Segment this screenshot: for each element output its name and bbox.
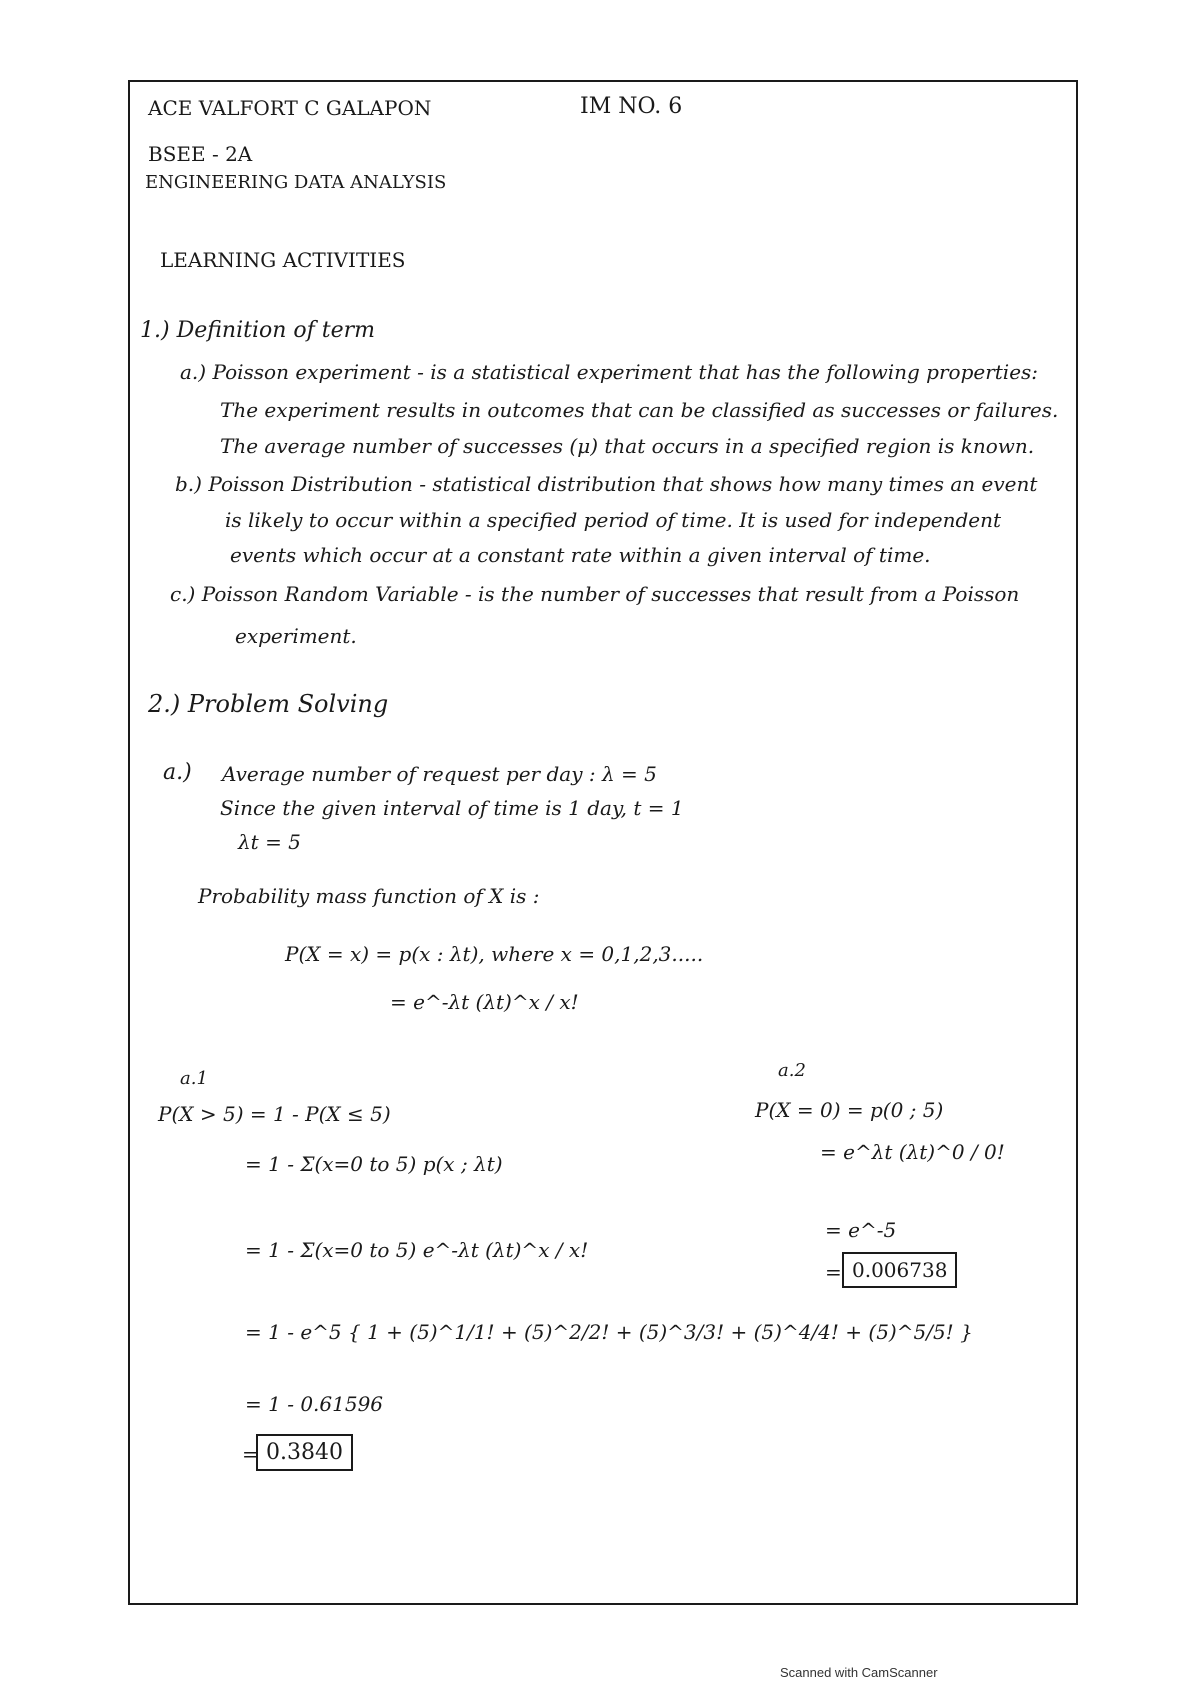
a1-answer-box: 0.3840 bbox=[256, 1434, 353, 1471]
a1-equals: = bbox=[242, 1442, 259, 1466]
a2-answer-box: 0.006738 bbox=[842, 1252, 957, 1288]
problem-a-label: a.) bbox=[163, 760, 192, 785]
part-a1-label: a.1 bbox=[180, 1068, 208, 1089]
pmf-intro: Probability mass function of X is : bbox=[198, 884, 540, 908]
section-title: LEARNING ACTIVITIES bbox=[160, 248, 406, 272]
def-c-line1: c.) Poisson Random Variable - is the number of successes that result from a Poisson bbox=[170, 582, 1020, 606]
part-a2-label: a.2 bbox=[778, 1060, 806, 1081]
a1-step1: P(X > 5) = 1 - P(X ≤ 5) bbox=[158, 1102, 391, 1126]
pmf-definition: P(X = x) = p(x : λt), where x = 0,1,2,3..... bbox=[285, 942, 704, 966]
part1-heading: 1.) Definition of term bbox=[140, 318, 376, 343]
given-lambda-t: λt = 5 bbox=[238, 830, 301, 854]
a1-step3: = 1 - Σ(x=0 to 5) e^-λt (λt)^x / x! bbox=[245, 1238, 589, 1262]
scanner-watermark: Scanned with CamScanner bbox=[780, 1665, 938, 1680]
a2-step1: P(X = 0) = p(0 ; 5) bbox=[755, 1098, 944, 1122]
document-id: IM NO. 6 bbox=[580, 94, 683, 119]
given-lambda: Average number of request per day : λ = 5 bbox=[222, 762, 657, 786]
def-c-line2: experiment. bbox=[235, 624, 357, 648]
def-a-line2: The experiment results in outcomes that can be classified as successes or failures. bbox=[220, 398, 1059, 422]
def-a-line1: a.) Poisson experiment - is a statistical experiment that has the following properties: bbox=[180, 360, 1039, 384]
student-name: ACE VALFORT C GALAPON bbox=[148, 96, 432, 120]
def-a-line3: The average number of successes (μ) that occurs in a specified region is known. bbox=[220, 434, 1035, 458]
a2-step2: = e^λt (λt)^0 / 0! bbox=[820, 1140, 1005, 1164]
given-interval: Since the given interval of time is 1 day, t = 1 bbox=[220, 796, 684, 820]
part2-heading: 2.) Problem Solving bbox=[148, 690, 389, 718]
pmf-formula: = e^-λt (λt)^x / x! bbox=[390, 990, 579, 1014]
def-b-line1: b.) Poisson Distribution - statistical distribution that shows how many times an event bbox=[175, 472, 1038, 496]
course-section: BSEE - 2A bbox=[148, 142, 253, 166]
a1-step5: = 1 - 0.61596 bbox=[245, 1392, 384, 1416]
a2-equals: = bbox=[825, 1260, 842, 1284]
def-b-line2: is likely to occur within a specified period of time. It is used for independent bbox=[225, 508, 1002, 532]
a2-step3: = e^-5 bbox=[825, 1218, 897, 1242]
subject-title: ENGINEERING DATA ANALYSIS bbox=[145, 172, 447, 193]
def-b-line3: events which occur at a constant rate within a given interval of time. bbox=[230, 543, 931, 567]
a1-step4: = 1 - e^5 { 1 + (5)^1/1! + (5)^2/2! + (5)^3/3! + (5)^4/4! + (5)^5/5! } bbox=[245, 1320, 973, 1344]
a1-step2: = 1 - Σ(x=0 to 5) p(x ; λt) bbox=[245, 1152, 503, 1176]
